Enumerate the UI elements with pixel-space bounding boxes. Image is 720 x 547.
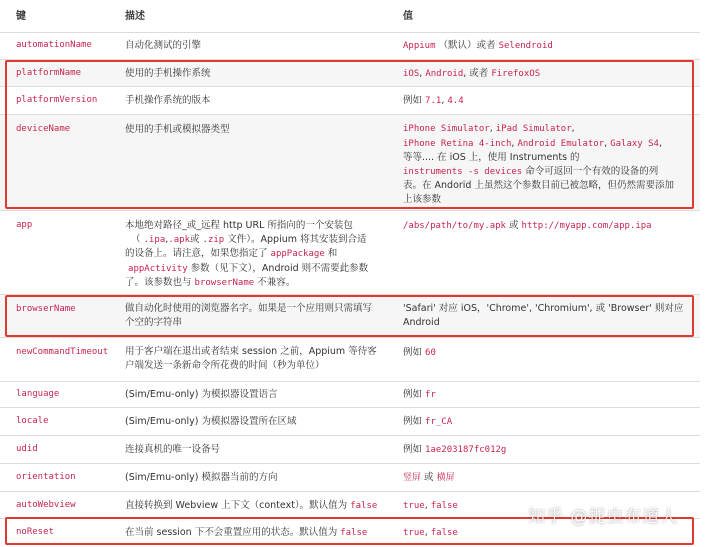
row-value: 例如 7.1, 4.4 xyxy=(403,95,464,106)
row-desc: 直接转换到 Webview 上下文（context）。默认值为 false xyxy=(125,500,378,511)
row-desc: (Sim/Emu-only) 为模拟器设置所在区域 xyxy=(125,416,297,427)
row-value: 例如 fr xyxy=(403,389,436,400)
row-desc: 手机操作系统的版本 xyxy=(125,95,211,106)
row-key: language xyxy=(16,389,60,399)
highlight-box-browser-name xyxy=(5,295,694,337)
row-desc: 使用的手机或模拟器类型 xyxy=(125,124,230,135)
row-key: autoWebview xyxy=(16,500,76,510)
table-row xyxy=(0,407,700,436)
header-key: 键 xyxy=(16,11,26,22)
row-key: platformName xyxy=(16,68,82,78)
highlight-box-platform-device xyxy=(5,60,694,209)
table-row xyxy=(0,337,700,382)
row-desc: 使用的手机操作系统 xyxy=(125,68,211,79)
row-desc: 自动化测试的引擎 xyxy=(125,40,202,51)
row-desc: 连接真机的唯一设备号 xyxy=(125,444,221,455)
row-key: orientation xyxy=(16,472,76,482)
row-key: locale xyxy=(16,416,49,426)
watermark: 知乎 @捉虫布道人 xyxy=(528,507,679,527)
table-header xyxy=(0,0,700,32)
row-value: 例如 fr_CA xyxy=(403,416,453,427)
table-row xyxy=(0,32,700,60)
row-desc: 用于客户端在退出或者结束 session 之前，Appium 等待客 户端发送一条新命令所花费的时间（秒为单位） xyxy=(125,346,377,371)
row-key: platformVersion xyxy=(16,95,98,105)
row-value: 例如 1ae203187fc012g xyxy=(403,444,507,455)
row-desc: (Sim/Emu-only) 模拟器当前的方向 xyxy=(125,472,278,483)
table-row xyxy=(0,435,700,464)
row-desc: 本地绝对路径_或_远程 http URL 所指向的一个安装包 （ .ipa,.apk或 .zip 文件）。Appium 将其安装到合适 的设备上。请注意，如果您指定了 appPackage 和 appActivity 参数（见下文），Android 则不需要此参数 了。该参数也与 browserName 不兼容。 xyxy=(125,220,369,288)
table-row xyxy=(0,381,700,408)
row-value: iOS, Android, 或者 FirefoxOS xyxy=(403,68,541,79)
header-value: 值 xyxy=(403,11,413,22)
row-desc: 在当前 session 下不会重置应用的状态。默认值为 false xyxy=(125,527,368,538)
row-value: 例如 60 xyxy=(403,347,436,358)
row-value: /abs/path/to/my.apk 或 http://myapp.com/app.ipa xyxy=(403,220,652,231)
row-desc: 做自动化时使用的浏览器名字。如果是一个应用则只需填写 个空的字符串 xyxy=(125,303,373,328)
row-value: 竖屏 或 横屏 xyxy=(403,472,455,483)
row-desc: (Sim/Emu-only) 为模拟器设置语言 xyxy=(125,389,278,400)
row-key: app xyxy=(16,220,33,230)
row-key: browserName xyxy=(16,304,76,314)
row-value: true, false xyxy=(403,527,458,538)
row-key: deviceName xyxy=(16,124,71,134)
row-value: iPhone Simulator, iPad Simulator, iPhone Retina 4-inch, Android Emulator, Galaxy S4, 等等.... 在 iOS 上，使用 Instruments 的 instruments -s devices 命令可返回一个有效的设备的列 表。在 Andorid 上虽然这个参数目前已被忽略，但仍然需要添加 上该参数 xyxy=(403,123,674,205)
row-value: true, false xyxy=(403,500,458,511)
row-value: Appium （默认）或者 Selendroid xyxy=(403,40,553,51)
row-key: newCommandTimeout xyxy=(16,347,109,357)
header-desc: 描述 xyxy=(125,11,145,22)
row-value: 'Safari' 对应 iOS，'Chrome', 'Chromium', 或 'Browser' 则对应 Android xyxy=(403,303,684,328)
table-row xyxy=(0,463,700,492)
row-key: udid xyxy=(16,444,38,454)
table-row xyxy=(0,210,700,295)
row-key: noReset xyxy=(16,527,54,537)
row-key: automationName xyxy=(16,40,92,50)
